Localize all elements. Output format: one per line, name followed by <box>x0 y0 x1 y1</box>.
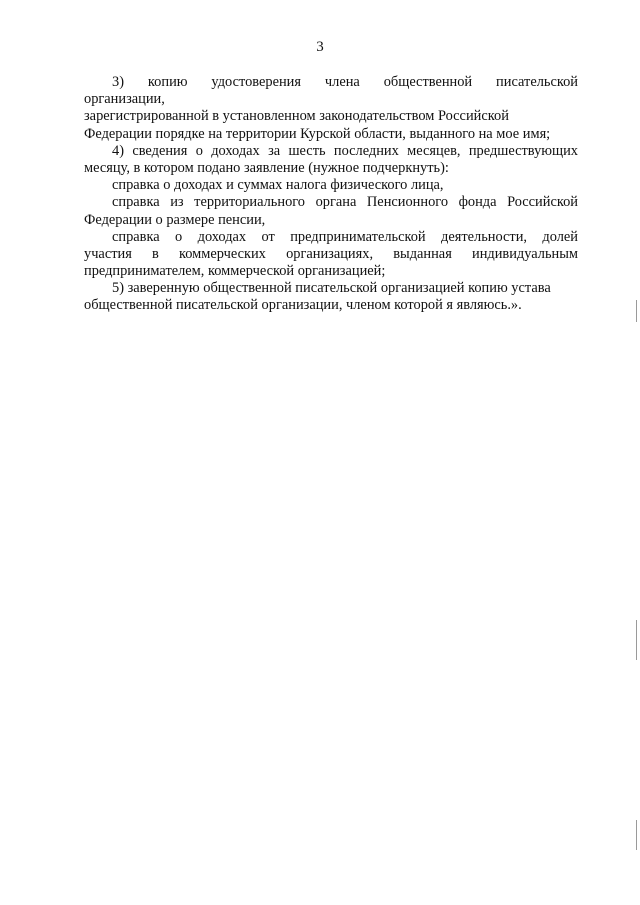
text-line: Федерации о размере пенсии, <box>84 211 266 228</box>
page-number: 3 <box>316 39 324 55</box>
text-line: организации, <box>84 91 165 108</box>
text-line: справка из территориального органа Пенсионного фонда Российской <box>112 194 578 211</box>
text-line: участия в коммерческих организациях, выданная индивидуальным <box>84 245 578 262</box>
scan-edge-mark <box>636 820 637 850</box>
text-line: общественной писательской организации, членом которой я являюсь.». <box>84 297 522 314</box>
text-line: справка о доходах и суммах налога физического лица, <box>112 177 444 194</box>
text-line: справка о доходах от предпринимательской деятельности, долей <box>112 228 578 245</box>
text-line: 5) заверенную общественной писательской организацией копию устава <box>112 280 551 297</box>
text-line: предпринимателем, коммерческой организацией; <box>84 263 386 280</box>
text-line: 4) сведения о доходах за шесть последних месяцев, предшествующих <box>112 142 578 159</box>
scan-edge-mark <box>636 620 637 660</box>
text-line: зарегистрированной в установленном законодательством Российской <box>84 108 509 125</box>
text-line: Федерации порядке на территории Курской области, выданного на мое имя; <box>84 125 551 142</box>
document-body <box>84 74 578 315</box>
text-line: месяцу, в котором подано заявление (нужное подчеркнуть): <box>84 159 449 176</box>
scan-edge-mark <box>636 300 637 322</box>
text-line: 3) копию удостоверения члена общественной писательской <box>112 74 578 90</box>
